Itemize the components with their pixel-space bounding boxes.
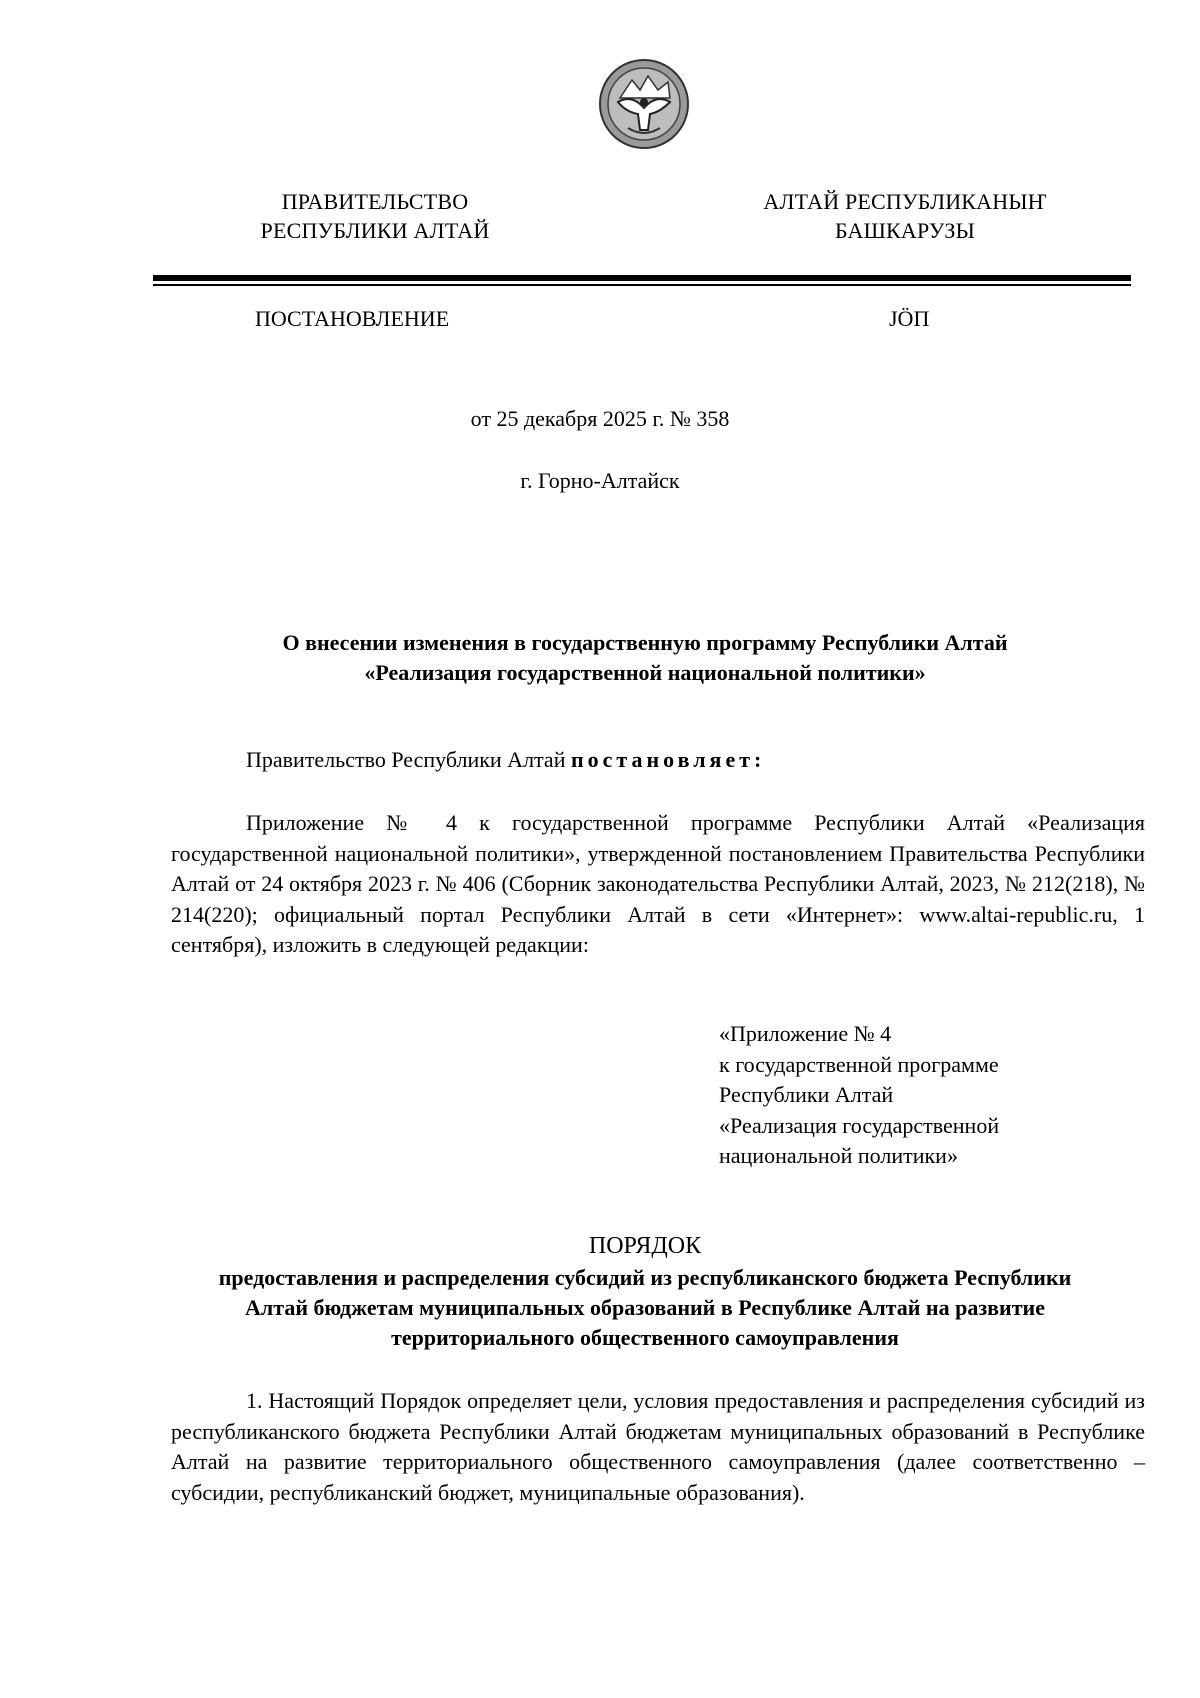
date-number-line: от 25 декабря 2025 г. № 358 [470,406,730,431]
appendix-line4: «Реализация государственной [719,1112,1000,1138]
appendix-line1: «Приложение № 4 [719,1021,892,1046]
issuer-name-line2: РЕСПУБЛИКИ АЛТАЙ [260,218,490,243]
doc-type-altai: JÖП [889,306,930,331]
issuer-name-altai [755,187,1055,245]
appendix-line5: национальной политики» [719,1143,958,1168]
issuer-name-russian [230,187,520,245]
document-title-line2: «Реализация государственной национальной политики» [364,660,926,685]
resolution-prefix: Правительство Республики Алтай [246,747,571,772]
issuer-name-altai-line1: АЛТАЙ РЕСПУБЛИКАНЫҤ [763,189,1047,214]
order-subtitle-line3: территориального общественного самоуправления [391,1325,899,1350]
document-title-line1: О внесении изменения в государственную программу Республики Алтай [282,630,1008,655]
header-divider-thin [153,284,1131,286]
appendix-line3: Республики Алтай [719,1082,894,1107]
city-line: г. Горно-Алтайск [520,468,680,493]
appendix-line2: к государственной программе [719,1051,999,1077]
document-title [150,628,1140,688]
resolution-clause [246,745,1126,776]
resolution-word: постановляет: [570,747,766,772]
order-subtitle [150,1263,1140,1353]
order-subtitle-line1: предоставления и распределения субсидий из республиканского бюджета Республики [218,1265,1072,1290]
header-divider-thick [153,275,1131,281]
coat-of-arms-emblem-icon [598,58,690,150]
order-subtitle-line2: Алтай бюджетам муниципальных образований в Республике Алтай на развитие [245,1295,1045,1320]
paragraph-section-1: 1. Настоящий Порядок определяет цели, условия предоставления и распределения субсидий из республиканского бюджета Республики Алтай бюджетам муниципальных образований в Республике Алтай на развитие территориального общественного самоуправления (далее соответственно – субсидии, республиканский бюджет, муниципальные образования). [171,1388,1145,1505]
doc-type-russian: ПОСТАНОВЛЕНИЕ [255,306,450,331]
paragraph-amendment: Приложение № 4 к государственной программе Республики Алтай «Реализация государственной национальной политики», утвержденной постановлением Правительства Республики Алтай от 24 октября 2023 г. № 406 (Сборник законодательства Республики Алтай, 2023, № 212(218), № 214(220); официальный портал Республики Алтай в сети «Интернет»: www.altai-republic.ru, 1 сентября), изложить в следующей редакции: [171,810,1145,957]
order-heading: ПОРЯДОК [588,1233,702,1259]
appendix-reference [719,1019,1139,1172]
issuer-name-altai-line2: БАШКАРУЗЫ [835,218,975,243]
issuer-name-line1: ПРАВИТЕЛЬСТВО [281,189,469,214]
